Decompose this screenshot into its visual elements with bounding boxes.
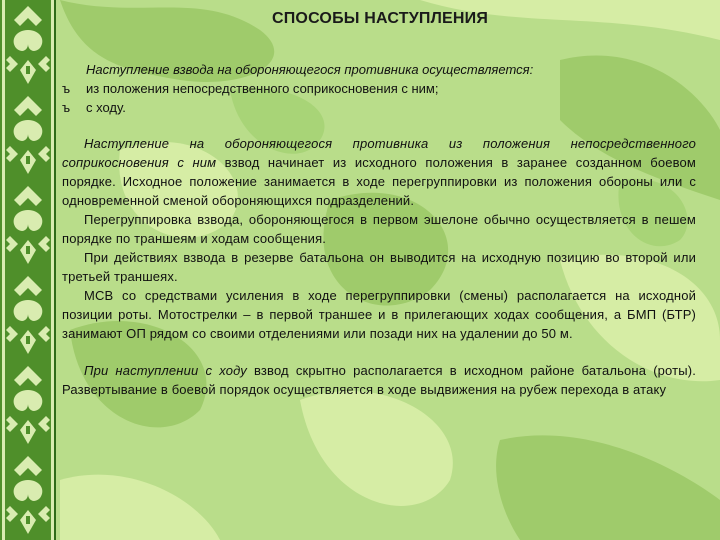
paragraph-emphasis: Наступление на обороняющегося противника из положения непосредственного соприкосновения с ним [62, 136, 696, 170]
intro-lead: Наступление взвода на обороняющегося противника осуществляется: [86, 62, 534, 77]
list-item [62, 98, 696, 117]
paragraph-text: взвод начинает из исходного положения в заранее созданном боевом порядке. Исходное положение занимается в ходе перегруппировки из положения обороны или с одновременной сменой обороняющихся подразделений. [62, 155, 697, 208]
paragraph: Перегруппировка взвода, обороняющегося в первом эшелоне обычно осуществляется в пешем порядке по траншеям и ходам сообщения. [62, 212, 696, 246]
bullet-glyph: ъ [62, 100, 71, 115]
intro-block [62, 60, 696, 117]
ornament-band [0, 0, 56, 540]
list-item-text: из положения непосредственного соприкосновения с ним; [86, 81, 439, 96]
paragraph [62, 361, 696, 399]
paragraph [62, 134, 696, 210]
paragraph: МСВ со средствами усиления в ходе перегруппировки (смены) располагается на исходной позиции роты. Мотострелки – в первой траншее и в прилегающих ходах сообщения, а БМП (БТР) занимают ОП рядом со своими отделениями или позади них на удалении до 50 м. [62, 288, 696, 341]
bullet-glyph: ъ [62, 81, 71, 96]
body-text [62, 134, 696, 399]
list-item [62, 79, 696, 98]
paragraph: При действиях взвода в резерве батальона он выводится на исходную позицию во второй или третьей траншеях. [62, 250, 696, 284]
ornament-pattern [0, 0, 56, 540]
paragraph-text: взвод скрытно располагается в исходном районе батальона (роты). Развертывание в боевой порядок осуществляется в ходе выдвижения на рубеж перехода в атаку [62, 363, 696, 397]
slide-content [62, 0, 698, 540]
list-item-text: с ходу. [86, 100, 126, 115]
slide-title: СПОСОБЫ НАСТУПЛЕНИЯ [271, 10, 489, 27]
paragraph-emphasis: При наступлении с ходу [84, 363, 247, 378]
